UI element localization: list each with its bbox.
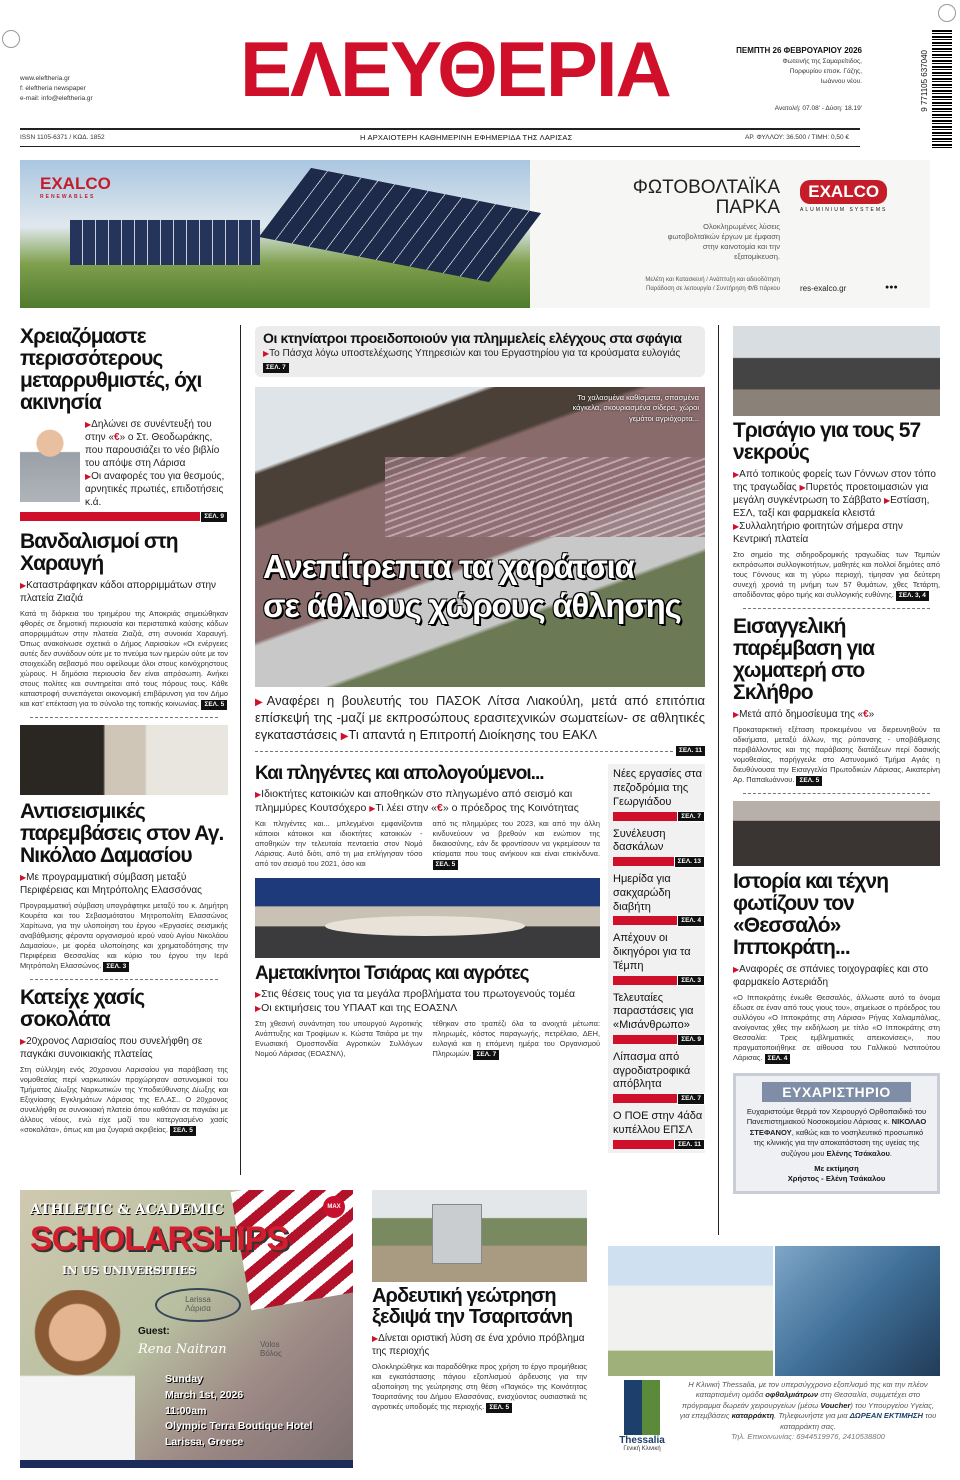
map-volos: Volos Βόλος: [260, 1340, 282, 1358]
exalco-logo-right: EXALCO ALUMINIUM SYSTEMS: [800, 182, 888, 213]
thessalia-clinic-ad[interactable]: [608, 1246, 940, 1474]
ad-text: Ολοκληρωμένες λύσεις φωτοβολταϊκών έργων με έμφαση στην καινοτομία και την εξατομίκευση.: [667, 222, 780, 262]
surgery-photo: [775, 1246, 940, 1376]
page-ref[interactable]: ΣΕΛ. 7: [473, 1050, 499, 1060]
headline: Τρισάγιο για τους 57 νεκρούς: [733, 419, 921, 465]
brief-item[interactable]: Ο ΠΟΕ στην 4άδα κυπέλλου ΕΠΣΛ ΣΕΛ. 11: [613, 1110, 705, 1149]
page-ref[interactable]: ΣΕΛ. 11: [674, 1139, 705, 1151]
barcode-number: 9 771105 637040: [920, 50, 929, 112]
main-headline: Ανεπίτρεπτα τα χαράτσια σε άθλιους χώρους άθλησης: [263, 547, 681, 625]
article-body: Στη σύλληψη ενός 20χρονου Λαρισαίου για παράβαση της νομοθεσίας περί ναρκωτικών προχώρησαν αστυνομικοί του Τμήματος Δίωξης Ναρκωτικών της Υποδιεύθυνσης Δίωξης και Εξιχνίασης Εγκλημάτων Λάρισας της ΕΛ.ΑΣ.. Ο 20χρονος συνελήφθη σε συνοικιακή πλατεία όπου καθόταν σε παγκάκι με άλλους νέους, ενώ είχε μαζί του κατεργασμένο χασίς «σοκολάτα», όπως και μια ζυγαριά ακριβείας. ΣΕΛ. 5: [20, 1064, 228, 1134]
article-body: Ολοκληρώθηκε και παραδόθηκε προς χρήση το έργο προμήθειας και εγκατάστασης πάγιου εξοπλισμού άρδευσης για την αξιοποίηση της γεώτρησης στη θέση «Παγκός» της Κοινότητας Τσαριτσάνης του Δήμου Ελασσόνας, ενισχύοντας ουσιαστικά τις αγροτικές υποδομές της περιοχής. ΣΕΛ. 5: [372, 1362, 587, 1411]
article-body-col1: Στη χθεσινή συνάντηση του υπουργού Αγροτικής Ανάπτυξης και Τροφίμων κ. Κώστα Τσιάρα με την Ενωσιακή Ομοσπονδία Αγροτικών Συλλόγων Νομού Λάρισας (ΕΟΑΣΝΛ),: [255, 1019, 423, 1059]
scholarship-ad[interactable]: [20, 1190, 353, 1468]
ad-url[interactable]: res-exalco.gr: [800, 284, 847, 293]
page-ref[interactable]: ΣΕΛ. 13: [674, 856, 705, 868]
clergy-photo: [20, 725, 228, 795]
page-ref[interactable]: ΣΕΛ. 3: [677, 975, 705, 987]
page-ref[interactable]: ΣΕΛ. 4: [677, 915, 705, 927]
center-lower-stories: [255, 764, 600, 1060]
guest-photo: [20, 1290, 135, 1460]
portrait-photo: [20, 418, 80, 502]
brief-item[interactable]: Νέες εργασίες στα πεζοδρόμια της Γεωργιάδου ΣΕΛ. 7: [613, 768, 705, 820]
clinic-building-photo: [608, 1246, 773, 1376]
meeting-photo: [255, 878, 600, 958]
subheading: ▶Ιδιοκτήτες κατοικιών και αποθηκών στο πληγωμένο από σεισμό και πλημμύρες Κουτσόχερο ▶Τι λέει στην «€» ο πρόεδρος της Κοινότητας: [255, 788, 579, 814]
borehole-photo: [372, 1190, 587, 1282]
article-body: Στο σημείο της σιδηροδρομικής τραγωδίας των Τεμπών εκπρόσωποι συλλογικοτήτων, μαθητές και πολλοί δημότες από τους Γόννους και τη γύρω περιοχή, τίμησαν για δεύτερη συνεχή χρονιά τη μνήμη των 57 θυμάτων, χθες Τετάρτη, αποδίδοντας φόρο τιμής και συλλογικής ευθύνης. ΣΕΛ. 3, 4: [733, 550, 940, 600]
tempi-memorial-photo: [733, 326, 940, 416]
logo-mark: [624, 1380, 660, 1435]
max-badge: MAX: [323, 1196, 345, 1218]
photo-caption: Τα χαλασμένα καθίσματα, σπασμένα κάγκελα, σκουριασμένα σίδερα, χώροι γεμάτοι αγριόχορτα...: [572, 392, 699, 423]
article-tempi[interactable]: [733, 420, 940, 601]
sun-times: Ανατολή: 07.08' - Δύση: 18.19': [774, 105, 862, 113]
brief-item[interactable]: Συνέλευση δασκάλων ΣΕΛ. 13: [613, 828, 705, 867]
thanks-signature: Με εκτίμηση Χρήστος - Ελένη Τσάκαλου: [787, 1163, 886, 1184]
thanks-text: Ευχαριστούμε θερμά τον Χειρουργό Ορθοπαιδικό του Πανεπιστημιακού Νοσοκομείου Λάρισας κ. ΝΙΚΟΛΑΟ ΣΤΕΦΑΝΟΥ, καθώς και το νοσηλευτικό προσωπικό της κλινικής για την αποκατάσταση της υγείας της συζύγου μου Ελένης Τσάκαλου.: [746, 1106, 927, 1158]
page-ref[interactable]: ΣΕΛ. 9: [200, 511, 228, 523]
koutsochero-story[interactable]: [255, 764, 600, 870]
subheading: ▶20χρονος Λαρισαίος που συνελήφθη σε παγκάκι συνοικιακής πλατείας: [20, 1035, 203, 1060]
slogan: Η ΑΡΧΑΙΟΤΕΡΗ ΚΑΘΗΜΕΡΙΝΗ ΕΦΗΜΕΡΙΔΑ ΤΗΣ ΛΑΡΙΣΑΣ: [360, 133, 573, 142]
ad-line3: IN US UNIVERSITIES: [62, 1264, 196, 1277]
namedays: Φωτεινής της Σαμαρείτιδος, Πορφυρίου επισκ. Γάζης, Ιωάννου νέου.: [782, 58, 862, 85]
column-rule-left: [240, 325, 241, 1175]
subheading: ▶Στις θέσεις τους για τα μεγάλα προβλήματα του πρωτογενούς τομέα ▶Οι εκτιμήσεις του ΥΠΑΑΤ και της ΕΟΑΣΝΛ: [255, 988, 576, 1014]
clinic-phone[interactable]: Τηλ. Επικοινωνίας: 6944519976, 2410538800: [731, 1432, 885, 1442]
headline: Οι κτηνίατροι προειδοποιούν για πλημμελείς ελέγχους στα σφάγια: [263, 330, 682, 346]
page-ref[interactable]: ΣΕΛ. 5: [486, 1403, 512, 1413]
ad-footer-bar: [20, 1460, 353, 1468]
facebook: f: eleftheria newspaper: [20, 84, 86, 92]
article-hashish[interactable]: [20, 987, 228, 1136]
social-icons: ●●●: [885, 284, 898, 291]
irrigation-story[interactable]: [372, 1286, 587, 1413]
brief-item[interactable]: Ημερίδα για σακχαρώδη διαβήτη ΣΕΛ. 4: [613, 873, 705, 925]
thanks-title: ΕΥΧΑΡΙΣΤΗΡΙΟ: [762, 1082, 911, 1102]
guest-label: Guest:: [138, 1326, 170, 1337]
masthead-logo: ΕΛΕΥΘΕΡΙΑ: [240, 25, 670, 113]
clinic-text: Η Κλινική Thessalia, με τον υπερσύγχρονο εξοπλισμό της και την πλέον καταρτισμένη ομάδα οφθαλμιάτρων στη Θεσσαλία, συμμετέχει στο πρόγραμμα δωρεάν χειρουργείων (μέσω Voucher) του Υπουργείου Υγείας, για επεμβάσεις καταρράκτη. Τηλεφωνήστε για μια ΔΩΡΕΑΝ ΕΚΤΙΜΗΣΗ του καταρράκτη σας. Τηλ. Επικοινωνίας: 6944519976, 2410538800: [679, 1380, 937, 1442]
article-sklithro[interactable]: [733, 616, 940, 786]
ad-services: Μελέτη και Κατασκευή / Ανάπτυξη και αδειοδότηση Παράδοση σε λειτουργία / Συντήρηση Φ/Β πάρκου: [645, 277, 780, 292]
left-column: [20, 326, 228, 1136]
issn: ISSN 1105-6371 / ΚΩΔ. 1852: [20, 134, 105, 141]
subheading: ▶Καταστράφηκαν κάδοι απορριμμάτων στην πλατεία Ζιαζιά: [20, 580, 217, 605]
brief-item[interactable]: Λίπασμα από αγροδιατροφικά απόβλητα ΣΕΛ. 7: [613, 1051, 705, 1103]
article-body: «Ο Ιπποκράτης ένιωθε Θεσσαλός, άλλωστε αυτό το όνομα έδωσε σε έναν από τους γιους του», σημείωσε ο πρόεδρος του συλλόγου «Ο Ιπποκράτης στη Λάρισα» Ρήγας Χαλιαμπάλιας, ανοίγοντας χθες την εκδήλωση με τίτλο «Ο Ιπποκράτης στη Θεσσαλία: Τρεις εμβληματικές απεικονίσεις», που πραγματοποιήθηκε σε αίθουσα του Γαλλικού Ινστιτούτου Λάρισας. ΣΕΛ. 4: [733, 992, 940, 1062]
arrow-icon: ▶: [85, 420, 92, 430]
article-body: Κατά τη διάρκεια του τριημέρου της Αποκριάς σημειώθηκαν φθορές σε δημοτική περιουσία και περιστατικά καύσης κάδων απορριμμάτων στην πλατεία Ζιαζιά, στη συνοικία Χαραυγή. Όπως ανακοίνωσε σχετικά ο Δήμος Λαρισαίων «Οι ενέργειες αυτές δεν συνάδουν ούτε με το πνεύμα των ημερών ούτε με τον στοιχειώδη σεβασμό που οφείλουμε όλοι στους κοινόχρηστους χώρους. Η δημόσια περιουσία δεν είναι απρόσωπη. Ανήκει στους πολίτες και συντηρείται από τους πόρους τους. Κάθε καταστροφή συνεπάγεται οικονομική επιβάρυνση για τον Δήμο και κατ' επέκταση για το σύνολο της τοπικής κοινωνίας. ΣΕΛ. 5: [20, 609, 228, 709]
subheading: ▶Αναφορές σε σπάνιες τοιχογραφίες και στο φαρμακείο Αστεριάδη: [733, 963, 929, 988]
stadium-photo[interactable]: [255, 387, 705, 687]
article-body-col1: Και πληγέντες και... μπλεγμένοι εμφανίζονται κάποιοι κάτοικοι και ιδιοκτήτες κατοικιών - αποθηκών την τελευταία πενταετία στον Νομό Λάρισας. Αυτό διότι, από τη μια επλήγησαν τόσο από τον σεισμό του 2021, όσο και: [255, 819, 423, 869]
column-rule-right: [718, 325, 719, 1235]
article-body: Προγραμματική σύμβαση υπογράφτηκε μεταξύ του κ. Δημήτρη Κουρέτα και του Σεβασμιότατου Μητροπολίτη Ελασσώνος Χαρίτωνα, για την υλοποίηση του έργου «Εργασίες σεισμικής αναβάθμισης φέροντα οργανισμού ιερού ναού Αγίου Νικολάου Δαμασίου», με φορέα υλοποίησης και χρηματοδότησης την Περιφέρεια Θεσσαλίας και κύριο του έργου την Ιερά Μητρόπολη Ελασσώνος. ΣΕΛ. 3: [20, 901, 228, 970]
headline: Εισαγγελική παρέμβαση για χωματερή στο Σκλήθρο: [733, 614, 875, 704]
article-vandalism[interactable]: [20, 531, 228, 710]
subheading: ▶Δηλώνει σε συνέντευξή του στην «€» ο Στ. Θεοδωράκης, που παρουσιάζει το νέο βιβλίο του απόψε στη Λάρισα ▶Οι αναφορές του για θεσμούς, αρνητικές πρωτιές, επιδοτήσεις κ.ά.: [85, 419, 225, 509]
article-theodorakis[interactable]: [20, 326, 228, 521]
ad-line1: ATHLETIC & ACADEMIC: [30, 1202, 224, 1218]
article-body: Προκαταρκτική εξέταση προκειμένου να διερευνηθούν τα αδικήματα, μεταξύ άλλων, της ρύπανσης - υποβάθμισης περιβάλλοντος και της παράβασης διατάξεων περί δασικής νομοθεσίας, παρήγγειλε στο Αστυνομικό Τμήμα Αγιάς η διευθύνουσα την Εισαγγελία Πρωτοδικών Λάρισας, Αικατερίνη Αρ. Παπαϊωάννου. ΣΕΛ. 5: [733, 725, 940, 784]
header-rule-bottom: [20, 146, 860, 147]
subheading: ▶Με προγραμματική σύμβαση μεταξύ Περιφέρειας και Μητρόπολης Ελασσόνας: [20, 872, 202, 897]
exalco-logo-left: EXALCO RENEWABLES: [40, 174, 111, 200]
divider: [30, 717, 218, 718]
divider: [743, 793, 930, 794]
brief-item[interactable]: Απέχουν οι δικηγόροι για τα Τέμπη ΣΕΛ. 3: [613, 932, 705, 984]
page-ref[interactable]: ΣΕΛ. 7: [677, 811, 705, 823]
page-ref[interactable]: ΣΕΛ. 7: [263, 363, 289, 373]
irrigation-column: [372, 1190, 587, 1413]
ad-title: ΦΩΤΟΒΟΛΤΑΪΚΑ ΠΑΡΚΑ: [632, 177, 780, 218]
guest-name: Rena Naitran: [138, 1342, 227, 1357]
page-ref[interactable]: ΣΕΛ. 5: [201, 700, 227, 710]
divider: [743, 608, 930, 609]
barcode: [932, 30, 952, 150]
page-ref[interactable]: ΣΕΛ. 5: [170, 1126, 196, 1136]
website: www.eleftheria.gr: [20, 75, 70, 82]
date-block: [722, 46, 862, 114]
issue-price: ΑΡ. ΦΥΛΛΟΥ: 36.500 / ΤΙΜΗ: 0,50 €: [745, 134, 850, 141]
solar-panels-back: [70, 220, 260, 265]
stands: [385, 457, 705, 537]
crop-mark-left: [2, 30, 20, 48]
page-ref-bar: [20, 512, 228, 521]
headline: Βανδαλισμοί στη Χαραυγή: [20, 530, 178, 576]
headline: Κατείχε χασίς σοκολάτα: [20, 985, 145, 1031]
contact-info: [20, 74, 93, 103]
issue-date: ΠΕΜΠΤΗ 26 ΦΕΒΡΟΥΑΡΙΟΥ 2026: [736, 46, 862, 55]
article-seismic[interactable]: [20, 801, 228, 972]
page-ref[interactable]: ΣΕΛ. 9: [677, 1034, 705, 1046]
right-column: [733, 326, 940, 1194]
header-rule-top: [20, 128, 860, 130]
headline: Αρδευτική γεώτρηση ξεδιψά την Τσαριτσάνη: [372, 1285, 573, 1328]
divider: [255, 751, 673, 752]
headline: Και πληγέντες και απολογούμενοι...: [255, 763, 544, 785]
page-ref[interactable]: ΣΕΛ. 7: [677, 1093, 705, 1105]
article-hippocrates[interactable]: [733, 871, 940, 1064]
headline: Αντισεισμικές παρεμβάσεις στον Αγ. Νικόλαο Δαμασίου: [20, 799, 224, 868]
pump-cabinet: [432, 1204, 482, 1264]
headline: Χρειαζόμαστε περισσότερους μεταρρυθμιστές, όχι ακινησία: [20, 325, 202, 415]
page-ref[interactable]: ΣΕΛ. 5: [796, 776, 822, 786]
subheading: ▶Από τοπικούς φορείς των Γόννων στον τόπο της τραγωδίας ▶Πυρετός προετοιμασιών για μεγάλη συγκέντρωση το Σάββατο ▶Εστίαση, ΕΣΛ, ταξί και φαρμακεία κλειστά ▶Συλλαλητήριο φοιτητών σήμερα στην Κεντρική πλατεία: [733, 469, 936, 546]
article-body-col2: από τις πλημμύρες του 2023, και από την άλλη κινδυνεύουν να βρεθούν και ενώπιον της δικαιοσύνης, εάν δε φροντίσουν να γκρεμίσουν τα κτίσματα που τους ανήκουν και είναι επικίνδυνα. ΣΕΛ. 5: [432, 819, 600, 869]
main-story-sub: ▶Αναφέρει η βουλευτής του ΠΑΣΟΚ Λίτσα Λιακούλη, μετά από επιτόπια επίσκεψή της -μαζί με εκπροσώπους ερασιτεχνικών σωματείων- σε αθλητικές εγκαταστάσεις ▶Τι απαντά η Επιτροπή Διοίκησης του ΕΑΚΛ: [255, 692, 705, 742]
subheading: ▶Δίνεται οριστική λύση σε ένα χρόνιο πρόβλημα της περιοχής: [372, 1333, 585, 1357]
article-body-col2: τέθηκαν στο τραπέζι όλα τα ανοιχτά μέτωπα: πληρωμές, κόστος παραγωγής, πετρέλαιο, ΔΕΗ, ευλογιά και η επόμενη ημέρα του Οργανισμού Πληρωμών. ΣΕΛ. 7: [432, 1019, 600, 1059]
page-ref[interactable]: ΣΕΛ. 3: [103, 962, 129, 972]
brief-item[interactable]: Τελευταίες παραστάσεις για «Μισάνθρωπο» ΣΕΛ. 9: [613, 992, 705, 1044]
tsiaras-story[interactable]: [255, 964, 600, 1060]
crop-mark-right: [938, 4, 956, 22]
subheading: ▶Μετά από δημοσίευμα της «€»: [733, 709, 875, 721]
event-audience-photo: [733, 801, 940, 866]
page-ref[interactable]: ΣΕΛ. 3, 4: [896, 591, 929, 601]
page-ref[interactable]: ΣΕΛ. 4: [765, 1054, 791, 1064]
thanks-notice: [733, 1073, 940, 1194]
page-ref[interactable]: ΣΕΛ. 5: [433, 860, 459, 870]
divider: [30, 979, 218, 980]
conference-table: [325, 916, 525, 936]
event-details: Sunday March 1st, 2026 11:00am Olympic Terra Boutique Hotel Larissa, Greece: [165, 1373, 313, 1448]
thessalia-logo: Thessalia Γενική Κλινική: [610, 1380, 674, 1452]
headline: Αμετακίνητοι Τσιάρας και αγρότες: [255, 963, 529, 985]
map-larissa: Larissa Λάρισα: [155, 1288, 241, 1322]
email: e-mail: info@eleftheria.gr: [20, 94, 93, 102]
arrow-icon: ▶: [85, 472, 92, 482]
ad-line2: SCHOLARSHIPS: [30, 1220, 289, 1258]
page-ref[interactable]: ΣΕΛ. 11: [676, 746, 705, 756]
briefs-sidebar: [608, 764, 705, 1152]
center-column: [255, 326, 705, 1153]
exalco-ad[interactable]: [20, 160, 930, 308]
headline: Ιστορία και τέχνη φωτίζουν τον «Θεσσαλό» Ιπποκράτη...: [733, 869, 889, 959]
subheading: ▶Το Πάσχα λόγω υποστελέχωσης Υπηρεσιών και του Εργαστηρίου για τα κρούσματα ευλογιάς ΣΕΛ. 7: [263, 347, 681, 371]
vets-story[interactable]: [255, 326, 705, 377]
